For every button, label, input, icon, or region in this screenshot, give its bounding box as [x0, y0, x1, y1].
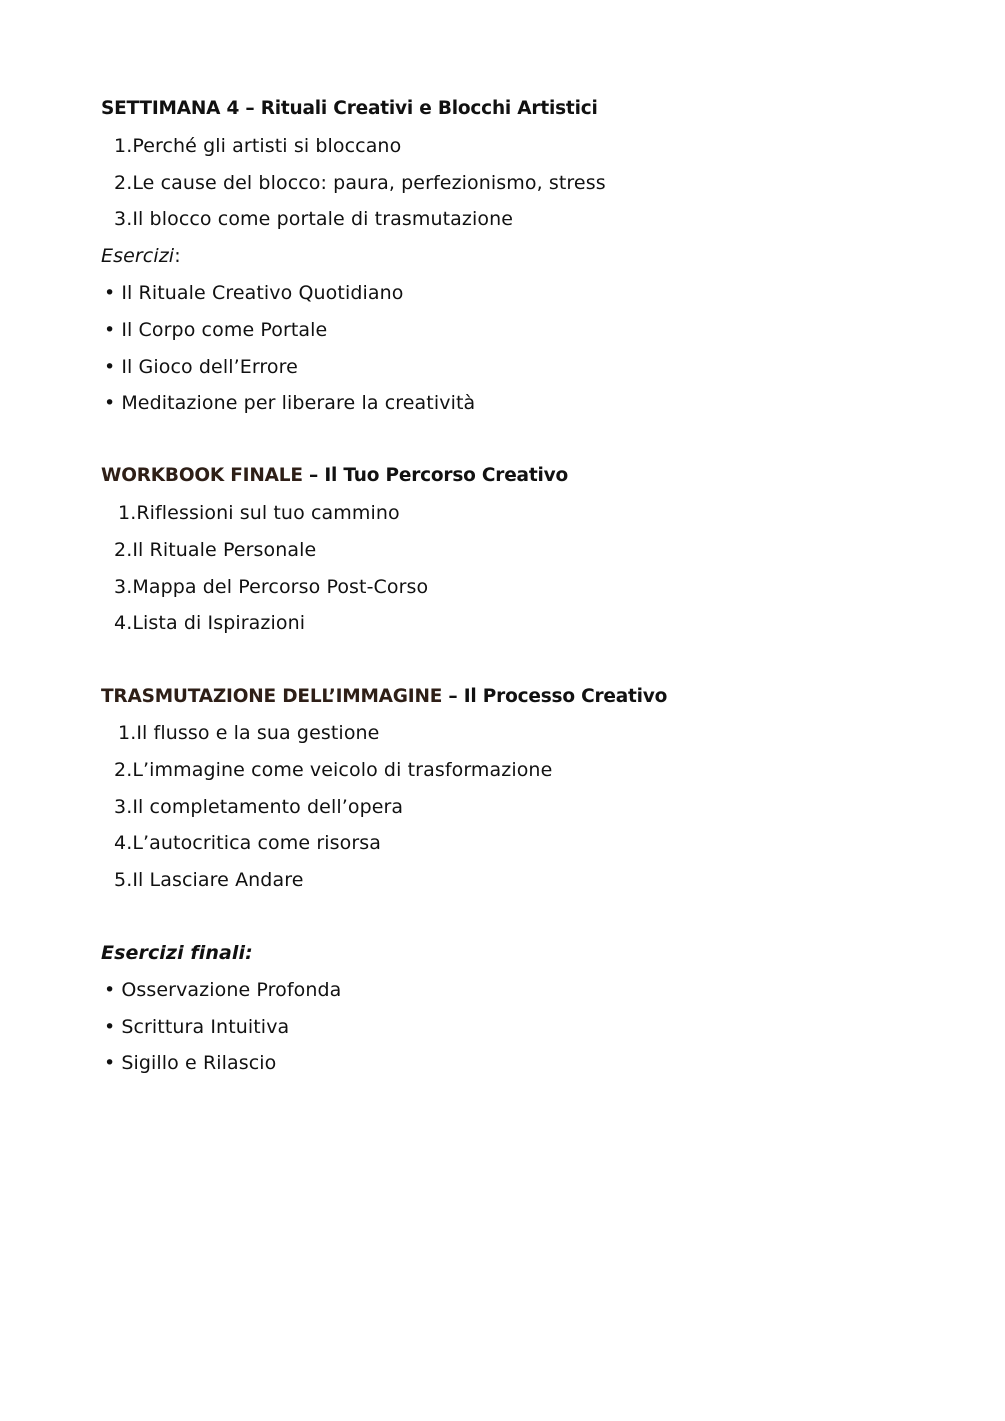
list-number: 3. [114, 208, 133, 230]
list-number: 3. [114, 576, 133, 598]
bullet-item [104, 281, 404, 305]
list-item-text: Il blocco come portale di trasmutazione [132, 208, 514, 230]
bullet-icon: • [104, 1052, 116, 1074]
list-item-text: Riflessioni sul tuo cammino [136, 502, 400, 524]
bullet-text: Il Rituale Creativo Quotidiano [121, 282, 404, 304]
section-title: Il Processo Creativo [463, 686, 668, 707]
bullet-item [104, 318, 327, 342]
list-item [118, 721, 379, 745]
bullet-text: Il Gioco dell’Errore [121, 356, 298, 378]
bullet-icon: • [104, 979, 116, 1001]
list-number: 2. [114, 539, 133, 561]
section-separator: – [302, 465, 325, 486]
section-title: Rituali Creativi e Blocchi Artistici [260, 98, 598, 119]
bullet-item [104, 355, 298, 379]
bullet-item [104, 391, 475, 415]
list-number: 4. [114, 612, 133, 634]
list-number: 4. [114, 832, 133, 854]
final-exercises-label: Esercizi finali: [101, 942, 253, 964]
list-item-text: Il Rituale Personale [132, 539, 317, 561]
list-item [114, 538, 316, 562]
section-prefix: SETTIMANA 4 [101, 98, 240, 119]
bullet-item [104, 1051, 276, 1075]
list-item [114, 758, 552, 782]
list-item-text: Mappa del Percorso Post-Corso [132, 576, 429, 598]
list-number: 1. [114, 135, 133, 157]
list-item [114, 134, 401, 158]
section-separator: – [442, 686, 464, 707]
list-item [114, 171, 606, 195]
list-number: 1. [118, 722, 137, 744]
list-item [114, 868, 304, 892]
bullet-text: Il Corpo come Portale [121, 319, 328, 341]
section-prefix: WORKBOOK FINALE [101, 465, 303, 486]
bullet-item [104, 1015, 289, 1039]
bullet-icon: • [104, 282, 116, 304]
list-item-text: Il Lasciare Andare [132, 869, 304, 891]
list-item [114, 611, 305, 635]
list-item [114, 575, 428, 599]
list-number: 2. [114, 172, 133, 194]
list-number: 2. [114, 759, 133, 781]
bullet-item [104, 978, 341, 1002]
list-item-text: Lista di Ispirazioni [132, 612, 306, 634]
section-heading-workbook-finale [101, 464, 568, 488]
section-heading-trasmutazione [101, 685, 667, 709]
section-title: Il Tuo Percorso Creativo [324, 465, 568, 486]
bullet-text: Osservazione Profonda [121, 979, 342, 1001]
bullet-text: Meditazione per liberare la creatività [121, 392, 476, 414]
exercises-label-text: Esercizi [101, 245, 175, 267]
list-number: 1. [118, 502, 137, 524]
list-item [114, 831, 381, 855]
bullet-icon: • [104, 319, 116, 341]
bullet-text: Sigillo e Rilascio [121, 1052, 277, 1074]
section-prefix: TRASMUTAZIONE DELL’IMMAGINE [101, 686, 443, 707]
section-heading-settimana-4 [101, 97, 598, 121]
bullet-icon: • [104, 392, 116, 414]
list-item-text: Il completamento dell’opera [132, 796, 404, 818]
list-item-text: L’autocritica come risorsa [132, 832, 381, 854]
exercises-label [101, 244, 181, 268]
bullet-icon: • [104, 356, 116, 378]
bullet-text: Scrittura Intuitiva [121, 1016, 290, 1038]
list-item [118, 501, 400, 525]
list-item-text: Le cause del blocco: paura, perfezionismo, stress [132, 172, 606, 194]
list-number: 3. [114, 796, 133, 818]
exercises-colon: : [174, 245, 181, 267]
bullet-icon: • [104, 1016, 116, 1038]
list-item [114, 795, 403, 819]
list-number: 5. [114, 869, 133, 891]
section-separator: – [239, 98, 261, 119]
list-item [114, 207, 513, 231]
list-item-text: Perché gli artisti si bloccano [132, 135, 402, 157]
list-item-text: L’immagine come veicolo di trasformazione [132, 759, 553, 781]
list-item-text: Il flusso e la sua gestione [136, 722, 380, 744]
